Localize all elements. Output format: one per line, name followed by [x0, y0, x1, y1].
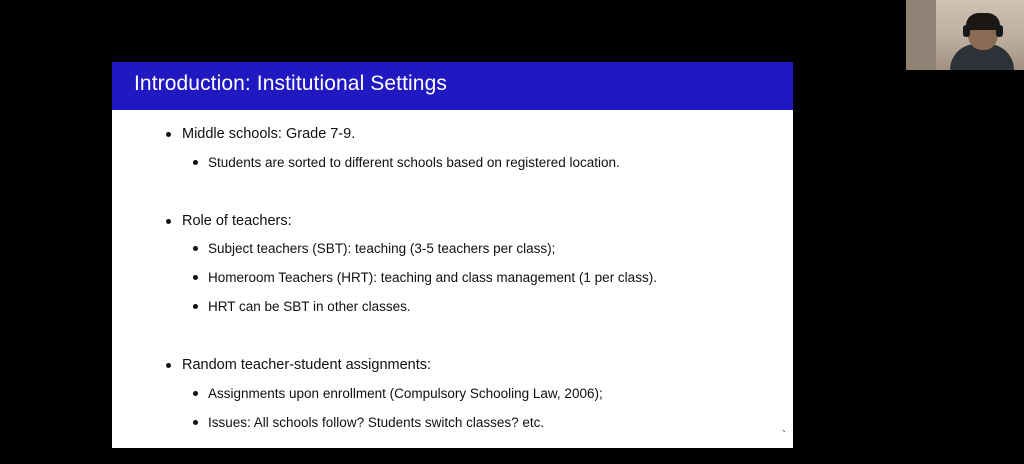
bullet-dot-icon — [193, 304, 198, 309]
bullet-row — [186, 415, 806, 431]
bullet-row — [160, 357, 780, 374]
bullet-list-level1 — [160, 357, 780, 374]
bullet-row — [160, 213, 780, 230]
bullet-row — [186, 241, 806, 257]
list-item-label: Subject teachers (SBT): teaching (3-5 teachers per class); — [208, 241, 556, 256]
list-item — [186, 241, 806, 257]
bullet-dot-icon — [166, 132, 171, 137]
bullet-list-level2 — [186, 299, 806, 315]
bullet-dot-icon — [193, 391, 198, 396]
bullet-row — [186, 386, 806, 402]
list-item-label: Random teacher-student assignments: — [182, 357, 432, 373]
bullet-dot-icon — [193, 275, 198, 280]
bullet-list-level2 — [186, 155, 806, 171]
bullet-row — [186, 299, 806, 315]
video-background-doorframe — [906, 0, 936, 70]
list-item-label: HRT can be SBT in other classes. — [208, 299, 411, 314]
bullet-list-level2 — [186, 241, 806, 257]
bullet-row — [160, 126, 780, 143]
list-item — [186, 155, 806, 171]
slide-body — [112, 110, 793, 448]
list-item — [186, 386, 806, 402]
bullet-dot-icon — [193, 160, 198, 165]
bullet-row — [186, 155, 806, 171]
list-item-label: Role of teachers: — [182, 213, 292, 229]
list-item — [160, 357, 780, 374]
slide-title-bar — [112, 62, 793, 110]
slide-title: Introduction: Institutional Settings — [134, 72, 447, 95]
bullet-dot-icon — [193, 246, 198, 251]
list-item — [186, 415, 806, 431]
presenter-video-tile[interactable] — [906, 0, 1024, 70]
bullet-list-level1 — [160, 213, 780, 230]
bullet-list-level2 — [186, 270, 806, 286]
bullet-dot-icon — [166, 219, 171, 224]
presenter-hair — [966, 13, 1000, 30]
list-item-label: Assignments upon enrollment (Compulsory Schooling Law, 2006); — [208, 386, 603, 401]
list-item — [186, 299, 806, 315]
slide — [112, 62, 793, 448]
list-item — [160, 126, 780, 143]
list-item — [186, 270, 806, 286]
list-item-label: Issues: All schools follow? Students switch classes? etc. — [208, 415, 545, 430]
list-item-label: Students are sorted to different schools based on registered location. — [208, 155, 620, 170]
bullet-list-level1 — [160, 126, 780, 143]
list-item — [160, 213, 780, 230]
list-item-label: Homeroom Teachers (HRT): teaching and class management (1 per class). — [208, 270, 657, 285]
bullet-dot-icon — [166, 363, 171, 368]
stray-mark: ` — [782, 428, 786, 442]
bullet-list-level2 — [186, 415, 806, 431]
bullet-list-level2 — [186, 386, 806, 402]
headphone-left-icon — [963, 25, 970, 37]
bullet-dot-icon — [193, 420, 198, 425]
bullet-row — [186, 270, 806, 286]
list-item-label: Middle schools: Grade 7-9. — [182, 126, 356, 142]
headphone-right-icon — [996, 25, 1003, 37]
